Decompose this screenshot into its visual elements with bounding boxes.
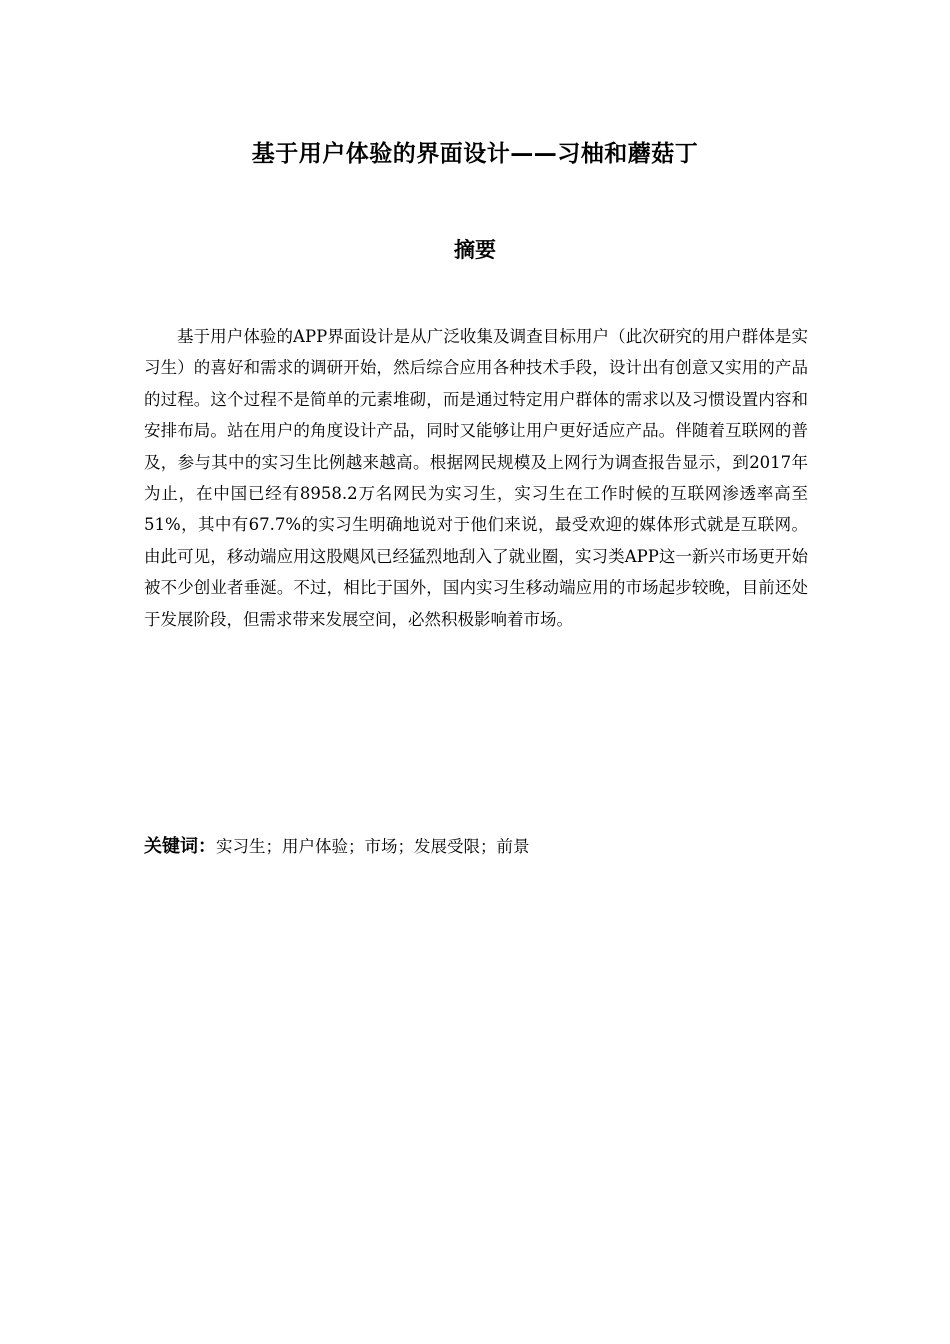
abstract-heading: 摘要 (454, 238, 496, 262)
keywords-line (144, 831, 808, 863)
keywords-value: 实习生；用户体验；市场；发展受限；前景 (216, 837, 530, 856)
abstract-body: 基于用户体验的APP界面设计是从广泛收集及调查目标用户（此次研究的用户群体是实习生）的喜好和需求的调研开始，然后综合应用各种技术手段，设计出有创意又实用的产品的过程。这个过程不是简单的元素堆砌，而是通过特定用户群体的需求以及习惯设置内容和安排布局。站在用户的角度设计产品，同时又能够让用户更好适应产品。伴随着互联网的普及，参与其中的实习生比例越来越高。根据网民规模及上网行为调查报告显示，到2017年为止，在中国已经有8958.2万名网民为实习生，实习生在工作时候的互联网渗透率高至51%，其中有67.7%的实习生明确地说对于他们来说，最受欢迎的媒体形式就是互联网。由此可见，移动端应用这股飓风已经猛烈地刮入了就业圈，实习类APP这一新兴市场更开始被不少创业者垂涎。不过，相比于国外，国内实习生移动端应用的市场起步较晚，目前还处于发展阶段，但需求带来发展空间，必然积极影响着市场。 (144, 327, 808, 629)
document-title: 基于用户体验的界面设计——习柚和蘑菇丁 (251, 141, 699, 167)
keywords-label: 关键词： (144, 836, 216, 857)
